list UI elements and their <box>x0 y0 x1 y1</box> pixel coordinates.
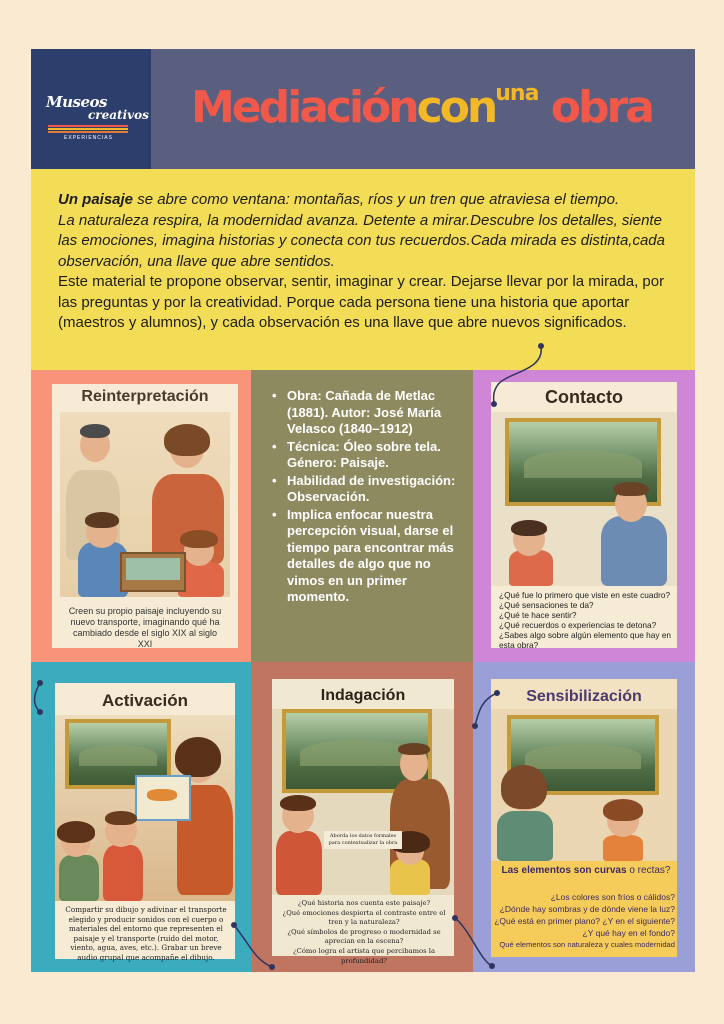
logo <box>31 49 151 169</box>
logo-stripes <box>48 125 128 134</box>
card-reinterpretacion <box>52 384 238 648</box>
contacto-questions: ¿Qué fue lo primero que viste en este cuadro? ¿Qué sensaciones te da? ¿Qué te hace sentir? ¿Qué recuerdos o experiencias te detona? ¿Sabes algo sobre algún elemento que hay en esta obra? <box>499 590 672 650</box>
teacher-explaining-illustration <box>272 709 454 895</box>
card-title-reinterpretacion: Reinterpretación <box>81 388 209 405</box>
intro-paragraph: Este material te propone observar, sentir, imaginar y crear. Dejarse llevar por la mirada, por las preguntas y por la creatividad. Porque cada persona tiene una historia que aportar (maestros y alumnos), y cada observación es una llave que abre nuevos significados. <box>58 273 665 331</box>
card-title-contacto: Contacto <box>545 387 623 407</box>
sensibilizacion-questions: ¿Los colores son fríos o cálidos? ¿Dónde hay sombras y de dónde viene la luz? ¿Qué está en primer plano? ¿Y en el siguiente? ¿Y qué hay en el fondo? Qué elementos son naturaleza y cuales modernidad <box>494 892 675 949</box>
logo-tagline: EXPERIENCIAS <box>64 135 113 141</box>
family-illustration <box>60 412 230 597</box>
card-sensibilizacion <box>491 679 677 957</box>
title-word-2: con <box>416 82 496 133</box>
info-bullet: • Técnica: Óleo sobre tela. Género: Paisaje. <box>272 438 441 470</box>
title-word-3: una <box>495 81 539 106</box>
intro-panel <box>31 169 695 370</box>
card-title-sensibilizacion: Sensibilización <box>526 688 642 705</box>
intro-italic-text: La naturaleza respira, la modernidad avanza. Detente a mirar.Descubre los detalles, siente las emociones, imagina historias y conecta con tus recuerdos.Cada mirada es distinta,cada observación, una llave que abre sentidos. <box>58 211 665 270</box>
logo-sub-text: creativos <box>88 108 149 122</box>
header-bar <box>31 49 695 169</box>
sensibilizacion-lead-question: Las elementos son curvas o rectas? <box>501 865 671 876</box>
title-word-1: Mediación <box>191 82 417 133</box>
intro-lead-bold: Un paisaje <box>58 191 134 208</box>
info-bullet: • Habilidad de investigación: Observación. <box>272 472 456 504</box>
children-drawing-illustration <box>55 715 235 901</box>
info-bullet: • Implica enfocar nuestra percepción visual, darse el tiempo para encontrar más detalles de algo que no vimos en un primer momento. <box>272 506 454 604</box>
card-activacion <box>55 683 235 962</box>
card-title-activacion: Activación <box>102 691 188 710</box>
intro-lead-rest: se abre como ventana: montañas, ríos y un tren que atraviesa el tiempo. <box>133 191 620 208</box>
indagacion-caption: Aborda los datos formales para contextualizar la obra <box>324 831 402 849</box>
museum-scene-illustration <box>491 412 677 586</box>
indagacion-questions: ¿Qué historia nos cuenta este paisaje? ¿Qué emociones despierta el contraste entre el tren y la naturaleza? ¿Qué símbolos de progreso o modernidad se aprecian en la escena? ¿Cómo logra el artista que percibamos la profundidad? <box>282 899 446 965</box>
intro-lead <box>58 190 668 211</box>
sensibilizacion-questions-box <box>491 861 677 957</box>
card-indagacion <box>272 679 454 965</box>
reinterpretacion-text: Creen su propio paisaje incluyendo su nuevo transporte, imaginando qué ha cambiado desde el siglo XIX al siglo XXI <box>68 606 222 649</box>
title-word-4: obra <box>550 82 652 133</box>
activacion-text: Compartir su dibujo y adivinar el transporte elegido y producir sonidos con el cuerpo o materiales del entorno que representen el paisaje y el transporte (ruido del motor, viento, agua, aves, etc.). Grabar un breve audio grupal que acompañe el dibujo. <box>65 905 227 962</box>
info-bullet: • Obra: Cañada de Metlac (1881). Autor: José María Velasco (1840–1912) <box>272 388 442 436</box>
artwork-info-list <box>272 388 464 606</box>
card-contacto <box>491 382 677 648</box>
logo-main-text: Museos <box>46 93 107 111</box>
card-title-indagacion: Indagación <box>320 687 406 704</box>
mother-daughter-illustration <box>491 709 677 861</box>
page-title <box>191 81 652 133</box>
